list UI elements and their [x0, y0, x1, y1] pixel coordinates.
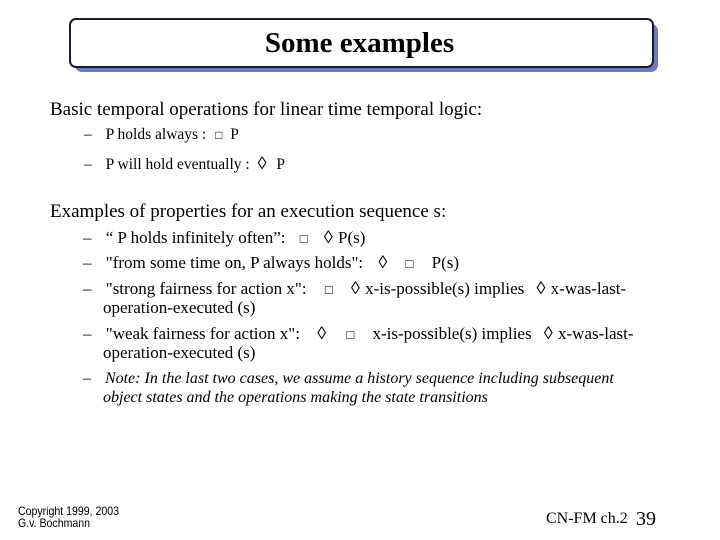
diamond-operator-icon: ◊	[317, 323, 327, 343]
item-tail: P	[230, 126, 239, 143]
section2-item-strong-fairness-cont: operation-executed (s)	[103, 298, 256, 317]
bullet-dash: –	[84, 126, 92, 143]
diamond-operator-icon: ◊	[350, 278, 360, 298]
box-operator-icon: □	[215, 128, 223, 142]
diamond-operator-icon: ◊	[257, 153, 267, 173]
section2-item-from-some-time	[83, 252, 459, 273]
property-formula: P(s)	[431, 253, 460, 272]
property-formula: x-is-possible(s) implies	[365, 279, 525, 298]
item-tail: P	[276, 156, 285, 173]
property-label: "strong fairness for action x":	[105, 279, 307, 298]
copyright-line2: G.v. Bochmann	[18, 516, 91, 530]
section2-item-infinitely-often	[83, 227, 365, 248]
bullet-dash: –	[83, 228, 92, 247]
property-label: “ P holds infinitely often”:	[105, 228, 286, 247]
box-operator-icon: □	[346, 327, 355, 342]
bullet-dash: –	[84, 156, 92, 173]
section1-heading: Basic temporal operations for linear time temporal logic:	[50, 99, 483, 120]
section1-item-always	[84, 126, 239, 144]
section2-note	[83, 370, 614, 388]
copyright	[18, 505, 119, 529]
property-formula: P(s)	[338, 228, 366, 247]
diamond-operator-icon: ◊	[543, 323, 553, 343]
item-text: P will hold eventually :	[105, 156, 250, 173]
diamond-operator-icon: ◊	[536, 278, 546, 298]
section1-item-eventually	[84, 153, 285, 174]
bullet-dash: –	[83, 253, 92, 272]
note-text: Note: In the last two cases, we assume a history sequence including subsequent	[105, 370, 614, 387]
item-text: P holds always :	[105, 126, 207, 143]
section2-item-strong-fairness	[83, 278, 626, 299]
property-formula-tail: x-was-last-	[558, 324, 634, 343]
box-operator-icon: □	[405, 256, 414, 271]
title-box	[69, 18, 654, 68]
bullet-dash: –	[83, 370, 91, 387]
bullet-dash: –	[83, 279, 92, 298]
diamond-operator-icon: ◊	[323, 227, 333, 247]
copyright-line1: Copyright 1999, 2003	[18, 504, 119, 518]
property-label: "weak fairness for action x":	[105, 324, 300, 343]
property-formula: x-is-possible(s) implies	[372, 324, 532, 343]
section2-note-cont: object states and the operations making the state transitions	[103, 389, 488, 406]
diamond-operator-icon: ◊	[378, 252, 388, 272]
box-operator-icon: □	[324, 282, 333, 297]
course-label: CN-FM ch.2	[546, 510, 628, 527]
property-label: "from some time on, P always holds":	[105, 253, 364, 272]
section2-item-weak-fairness-cont: operation-executed (s)	[103, 343, 256, 362]
bullet-dash: –	[83, 324, 92, 343]
box-operator-icon: □	[299, 231, 308, 246]
section2-heading: Examples of properties for an execution sequence s:	[50, 201, 447, 222]
property-formula-tail: x-was-last-	[550, 279, 627, 298]
slide-title: Some examples	[264, 26, 455, 59]
section2-item-weak-fairness	[83, 323, 634, 344]
page-number: 39	[636, 508, 656, 530]
